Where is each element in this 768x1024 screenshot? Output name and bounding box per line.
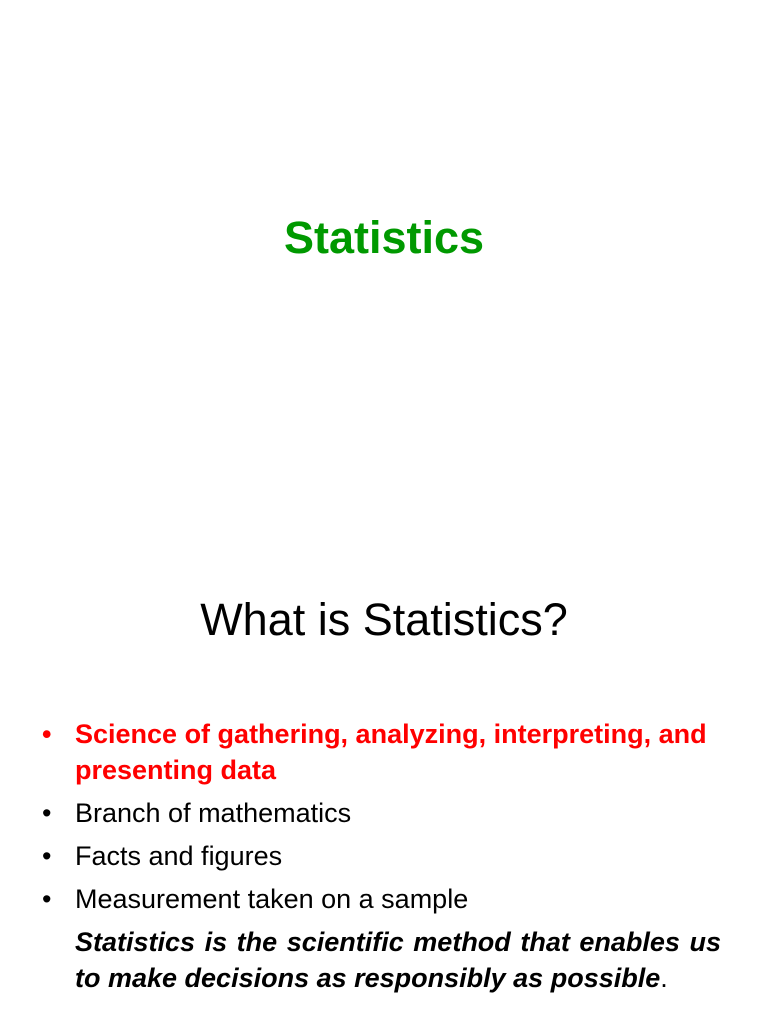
- bullet-item-definition: [42, 716, 722, 788]
- definition-text: Statistics is the scientific method that enables us to make decisions as responsibly as possible: [75, 927, 721, 993]
- bullet-item-facts: [42, 838, 722, 874]
- section-title: What is Statistics?: [200, 594, 568, 645]
- bullet-text: Measurement taken on a sample: [75, 884, 469, 914]
- slide-title: Statistics: [283, 212, 485, 263]
- bullet-icon: •: [42, 884, 52, 914]
- definition-paragraph: [75, 924, 721, 996]
- bullet-text: Branch of mathematics: [75, 798, 352, 828]
- bullet-icon: •: [42, 719, 52, 749]
- bullet-item-branch: [42, 795, 722, 831]
- bullet-text: Science of gathering, analyzing, interpreting, and presenting data: [75, 719, 707, 785]
- bullet-list: [42, 716, 722, 924]
- bullet-item-measurement: [42, 881, 722, 917]
- bullet-text: Facts and figures: [75, 841, 283, 871]
- bullet-icon: •: [42, 798, 52, 828]
- definition-period: .: [660, 963, 668, 993]
- bullet-icon: •: [42, 841, 52, 871]
